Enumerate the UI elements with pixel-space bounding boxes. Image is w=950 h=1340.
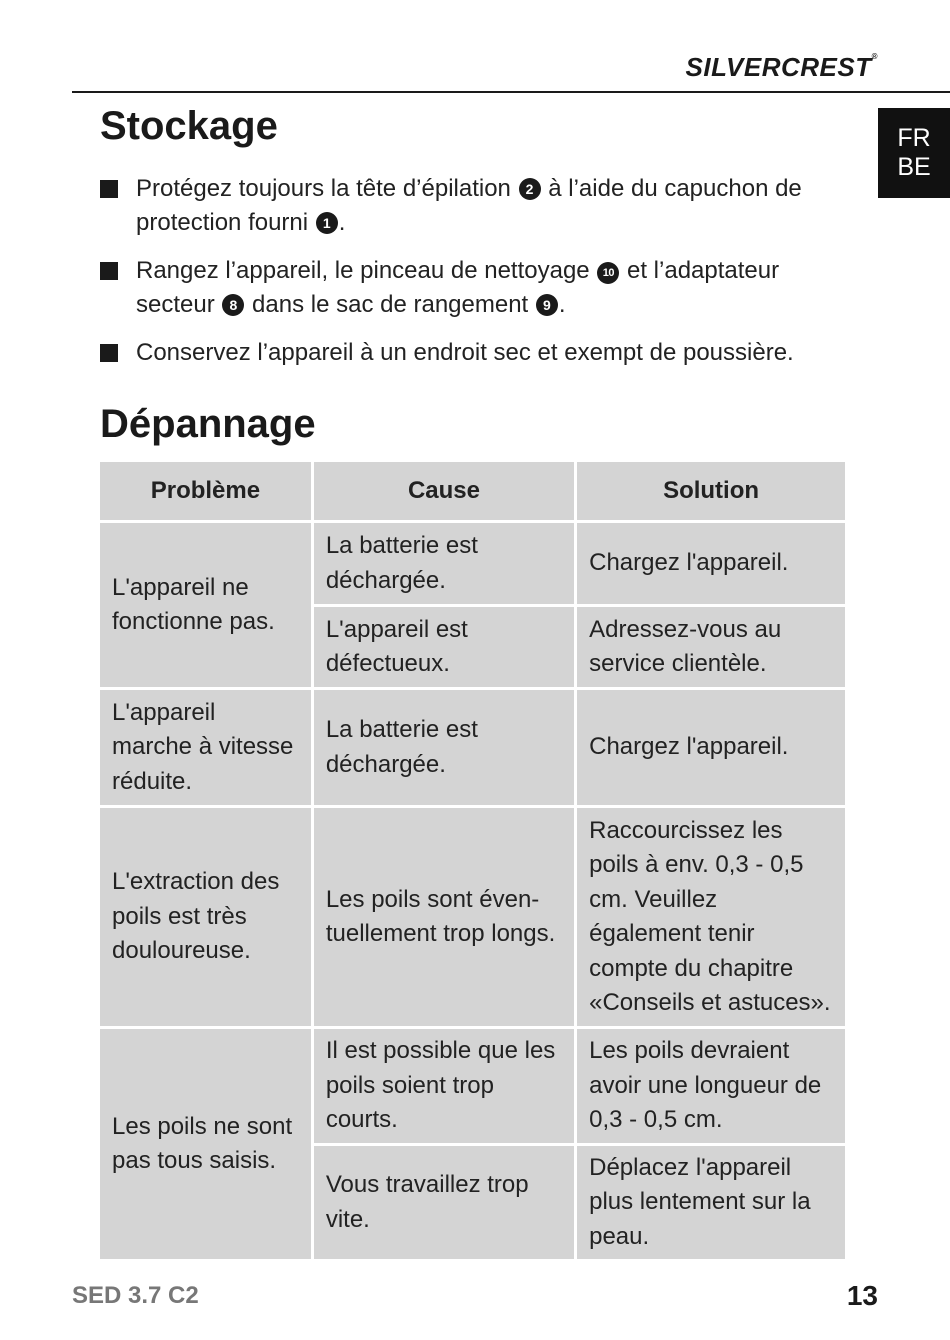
storage-list: [100, 172, 860, 384]
solution-cell: Les poils devraient avoir une longueur de 0,3 - 0,5 cm.: [577, 1029, 845, 1143]
storage-heading: Stockage: [100, 104, 278, 148]
problem-cell: L'appareil marche à vitesse réduite.: [100, 690, 311, 805]
list-item: Protégez toujours la tête d’épilation 2 à l’aide du capuchon de protection fourni 1 .: [100, 172, 860, 240]
lang-code-fr: FR: [897, 124, 931, 152]
troubleshooting-heading: Dépannage: [100, 402, 316, 446]
cause-cell: La batterie est déchargée.: [314, 690, 574, 805]
column-header-problem: Problème: [100, 462, 311, 520]
cause-cell: La batterie est déchargée.: [314, 523, 574, 604]
lang-code-be: BE: [897, 153, 931, 181]
callout-number-icon: 9: [536, 294, 558, 316]
header-rule: [72, 91, 950, 93]
table-row: [100, 690, 845, 805]
callout-number-icon: 2: [519, 178, 541, 200]
callout-number-icon: 1: [316, 212, 338, 234]
troubleshooting-table: [97, 459, 848, 1262]
table-row: [100, 1029, 845, 1143]
callout-number-icon: 10: [597, 262, 619, 284]
cause-cell: Les poils sont éven-tuellement trop longs.: [314, 808, 574, 1026]
callout-number-icon: 8: [222, 294, 244, 316]
page-number: 13: [846, 1280, 878, 1311]
cause-cell: L'appareil est défectueux.: [314, 607, 574, 687]
language-tab: [878, 108, 950, 198]
problem-cell: L'appareil ne fonctionne pas.: [100, 523, 311, 687]
column-header-solution: Solution: [577, 462, 845, 520]
list-item: Conservez l’appareil à un endroit sec et exempt de poussière.: [100, 336, 860, 370]
solution-cell: Raccourcissez les poils à env. 0,3 - 0,5 cm. Veuillez également tenir compte du chapitre «Conseils et astuces».: [577, 808, 845, 1026]
table-row: [100, 523, 845, 604]
problem-cell: L'extraction des poils est très douloureuse.: [100, 808, 311, 1026]
solution-cell: Chargez l'appareil.: [577, 523, 845, 604]
column-header-cause: Cause: [314, 462, 574, 520]
table-row: [100, 808, 845, 1026]
list-item: Rangez l’appareil, le pinceau de nettoyage 10 et l’adaptateur secteur 8 dans le sac de rangement 9 .: [100, 254, 860, 322]
problem-cell: Les poils ne sont pas tous saisis.: [100, 1029, 311, 1259]
solution-cell: Déplacez l'appareil plus lentement sur la peau.: [577, 1146, 845, 1259]
table-header-row: [100, 462, 845, 520]
brand-logo: SILVERCREST®: [685, 52, 878, 82]
model-number: SED 3.7 C2: [72, 1282, 199, 1309]
solution-cell: Chargez l'appareil.: [577, 690, 845, 805]
cause-cell: Il est possible que les poils soient trop courts.: [314, 1029, 574, 1143]
solution-cell: Adressez-vous au service clientèle.: [577, 607, 845, 687]
cause-cell: Vous travaillez trop vite.: [314, 1146, 574, 1259]
